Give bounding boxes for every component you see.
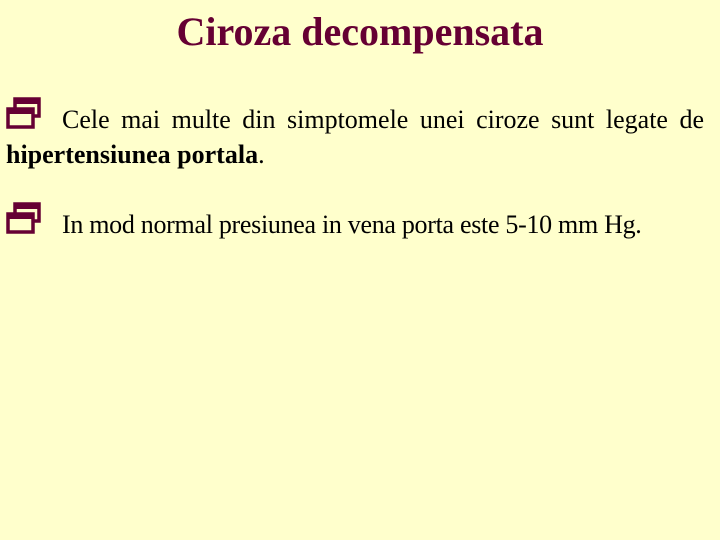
- window-bullet-icon: [6, 98, 42, 132]
- window-bullet-icon: [6, 203, 42, 237]
- bullet-paragraph-2: [6, 203, 704, 242]
- bullet-1-text: Cele mai multe din simptomele unei ciroze sunt legate de: [62, 105, 704, 134]
- slide-title: Ciroza decompensata: [176, 9, 544, 54]
- bullet-1-emphasis: hipertensiunea portala: [6, 140, 259, 169]
- bullet-paragraph-1: [6, 98, 704, 172]
- bullet-1-period: .: [258, 140, 265, 169]
- window-bullet-graphic: [6, 96, 42, 132]
- bullet-2-text: In mod normal presiunea in vena porta este 5-10 mm Hg.: [62, 210, 642, 239]
- window-bullet-graphic: [6, 201, 42, 237]
